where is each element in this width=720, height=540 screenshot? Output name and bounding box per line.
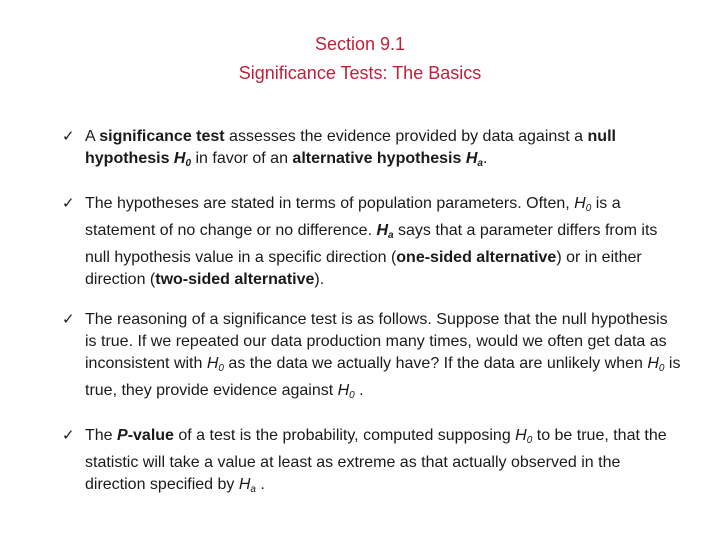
- text-run: H: [574, 195, 586, 212]
- section-label: Section 9.1: [314, 34, 406, 54]
- text-run: ).: [314, 271, 325, 288]
- text-run: as the data we actually have? If the data are unlikely when: [223, 355, 648, 372]
- subscript-text: 0: [185, 158, 192, 169]
- text-run: The: [85, 427, 118, 444]
- text-run: The hypotheses are stated in terms of population parameters. Often,: [85, 195, 575, 212]
- text-run: H: [465, 150, 478, 167]
- text-run: A: [85, 128, 100, 145]
- bullet-text: [85, 195, 657, 288]
- text-run: H: [238, 476, 251, 493]
- text-run: P: [117, 427, 128, 444]
- text-run: null hypothesis: [85, 128, 616, 167]
- text-run: .: [482, 150, 488, 167]
- slide-title-block: [0, 30, 720, 88]
- bullet-list: [62, 126, 682, 501]
- subscript-text: 0: [585, 203, 592, 214]
- slide-title: Significance Tests: The Basics: [238, 63, 482, 83]
- bullet-text: [85, 427, 667, 493]
- text-run: alternative hypothesis: [292, 150, 466, 167]
- text-run: H: [376, 222, 389, 239]
- text-run: significance test: [99, 128, 225, 145]
- subscript-text: 0: [349, 390, 355, 401]
- subscript-text: a: [388, 230, 394, 241]
- text-run: to be true, that the statistic will take a value at least as extreme as that actually observed in the direction specified by: [85, 427, 667, 493]
- checkmark-icon: ✓: [62, 427, 75, 444]
- text-run: of a test is the probability, computed supposing: [173, 427, 516, 444]
- text-run: .: [354, 382, 364, 399]
- text-run: H: [173, 150, 186, 167]
- text-run: says that a parameter differs from its null hypothesis value in a specific direction (: [85, 222, 658, 266]
- bullet-item: [62, 193, 682, 291]
- text-run: H: [515, 427, 527, 444]
- bullet-text: [85, 311, 680, 399]
- text-run: two-sided alternative: [155, 271, 315, 288]
- subscript-text: 0: [218, 363, 224, 374]
- bullet-item: [62, 425, 682, 501]
- subscript-text: a: [250, 484, 256, 495]
- bullet-item: [62, 309, 682, 407]
- text-run: .: [255, 476, 265, 493]
- text-run: is a statement of no change or no difference.: [85, 195, 621, 239]
- checkmark-icon: ✓: [62, 195, 75, 212]
- subscript-text: 0: [526, 435, 533, 446]
- text-run: assesses the evidence provided by data against a: [224, 128, 588, 145]
- checkmark-icon: ✓: [62, 128, 75, 145]
- checkmark-icon: ✓: [62, 311, 75, 328]
- bullet-text: [85, 128, 616, 167]
- text-run: one-sided alternative: [396, 249, 557, 266]
- text-run: ) or in either direction (: [85, 249, 642, 288]
- text-run: H: [337, 382, 350, 399]
- text-run: in favor of an: [191, 150, 293, 167]
- text-run: is true, they provide evidence against: [85, 355, 681, 399]
- subscript-text: a: [477, 158, 483, 169]
- text-run: The reasoning of a significance test is as follows. Suppose that the null hypothesis is true. If we repeated our data production many times, would we often get data as inconsistent with: [85, 311, 668, 372]
- text-run: H: [206, 355, 219, 372]
- bullet-item: [62, 126, 682, 175]
- subscript-text: 0: [658, 363, 665, 374]
- text-run: -value: [127, 427, 174, 444]
- text-run: H: [647, 355, 659, 372]
